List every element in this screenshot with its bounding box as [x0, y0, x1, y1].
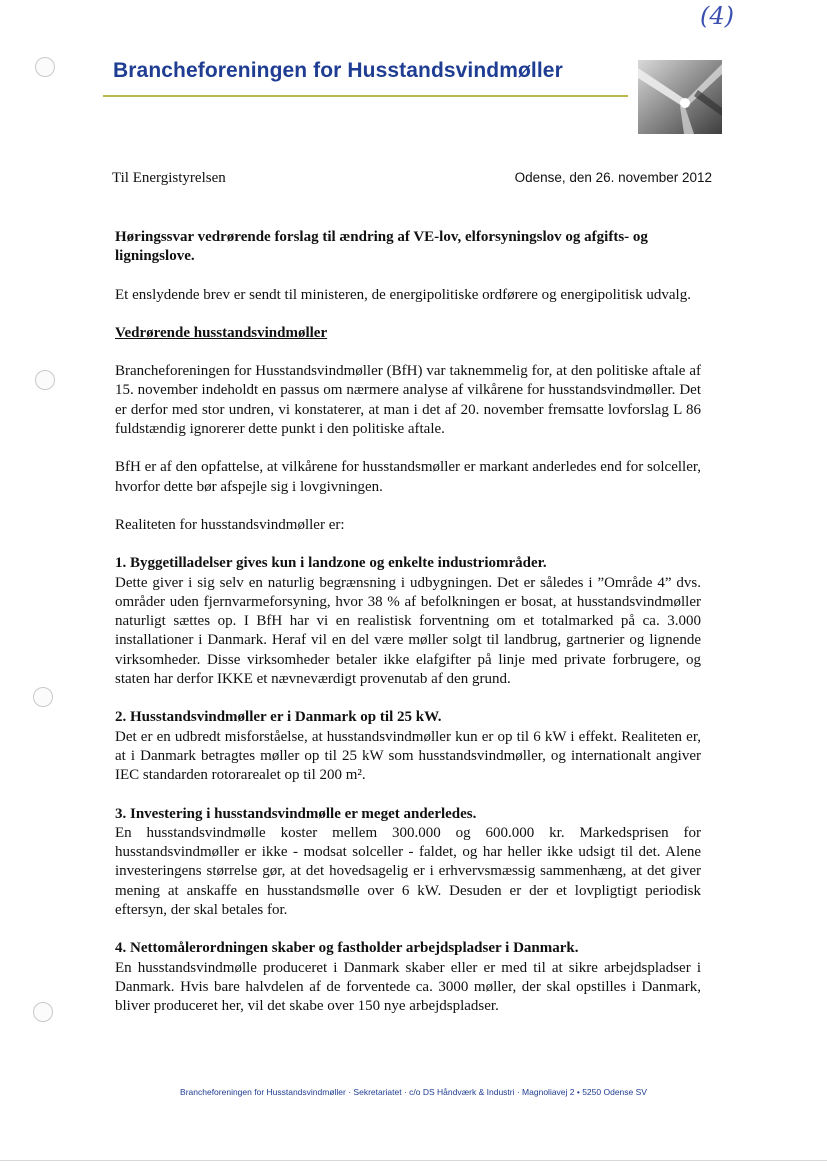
item-heading: 2. Husstandsvindmøller er i Danmark op til 25 kW.: [115, 709, 442, 726]
subject-heading: Høringssvar vedrørende forslag til ændring af VE-lov, elforsyningslov og afgifts- og ligningslove.: [115, 229, 648, 265]
item-text: En husstandsvindmølle koster mellem 300.000 og 600.000 kr. Markedsprisen for husstandsvindmøller er ikke - modsat solceller - faldet, og har heller ikke udsigt til det. Alene investeringens størrelse gør, at det hovedsagelig er i erhvervsmæssig sammenhæng, at det giver mening at anskaffe en husstandsmølle over 6 kW. Desuden er der et lovpligtigt periodisk eftersyn, der skal betales for.: [115, 824, 701, 919]
punch-hole: [33, 687, 53, 707]
wind-turbine-icon: [638, 60, 722, 134]
numbered-item: [115, 939, 701, 1016]
punch-hole: [33, 1002, 53, 1022]
date-line: Odense, den 26. november 2012: [514, 170, 712, 185]
intro-paragraph: Et enslydende brev er sendt til ministeren, de energipolitiske ordførere og energipolitisk udvalg.: [115, 286, 691, 303]
item-text: Dette giver i sig selv en naturlig begrænsning i udbygningen. Det er således i ”Område 4” dvs. områder uden fjernvarmeforsyning, hvor 38 % af befolkningen er bosat, at husstandsvindmøller naturligt sættes op. I BfH har vi en realistisk forventning om et totalmarked på ca. 3.000 installationer i Danmark. Heraf vil en del være møller solgt til landbrug, gartnerier og lignende virksomheder. Disse virksomheder betaler ikke elafgifter på linje med private forbrugere, og staten har derfor IKKE et nævneværdigt provenutab af den grund.: [115, 574, 701, 688]
wind-turbine-logo-image: [638, 60, 722, 134]
letter-body: [115, 228, 701, 1036]
numbered-item: [115, 554, 701, 689]
punch-hole: [35, 57, 55, 77]
body-paragraph: Brancheforeningen for Husstandsvindmøller (BfH) var taknemmelig for, at den politiske aftale af 15. november indeholdt en passus om nærmere analyse af vilkårene for husstandsvindmøller. Det er derfor med stor undren, vi konstaterer, at man i det af 20. november fremsatte lovforslag L 86 fuldstændig ignorerer dette punkt i den politiske aftale.: [115, 363, 701, 438]
punch-hole: [35, 370, 55, 390]
handwritten-mark-text: (4): [700, 2, 734, 30]
organization-header: Brancheforeningen for Husstandsvindmøller: [113, 59, 563, 82]
body-paragraph: Realiteten for husstandsvindmøller er:: [115, 516, 345, 533]
handwritten-page-mark: [700, 2, 790, 46]
body-paragraph: BfH er af den opfattelse, at vilkårene for husstandsmøller er markant anderledes end for solceller, hvorfor dette bør afspejle sig i lovgivningen.: [115, 459, 701, 495]
item-text: Det er en udbredt misforståelse, at husstandsvindmøller kun er op til 6 kW i effekt. Realiteten er, at i Danmark betragtes møller op til 25 kW som husstandsvindmøller, og internationalt angiver IEC standarden rotorarealet op til 200 m².: [115, 728, 701, 784]
numbered-item: [115, 708, 701, 785]
item-heading: 3. Investering i husstandsvindmølle er meget anderledes.: [115, 805, 477, 822]
section-heading: Vedrørende husstandsvindmøller: [115, 324, 328, 341]
letter-footer: Brancheforeningen for Husstandsvindmøller · Sekretariatet · c/o DS Håndværk & Industri · Magnoliavej 2 • 5250 Odense SV: [180, 1087, 647, 1097]
numbered-item: [115, 805, 701, 921]
item-heading: 1. Byggetilladelser gives kun i landzone og enkelte industriområder.: [115, 555, 547, 572]
recipient-line: Til Energistyrelsen: [112, 170, 226, 186]
page-edge-line: [0, 1160, 827, 1161]
item-text: En husstandsvindmølle produceret i Danmark skaber eller er med til at sikre arbejdspladser i Danmark. Hvis bare halvdelen af de forventede ca. 3000 møller, der skal opstilles i Danmark, bliver produceret her, vil det skabe over 150 nye arbejdspladser.: [115, 959, 701, 1015]
item-heading: 4. Nettomålerordningen skaber og fastholder arbejdspladser i Danmark.: [115, 940, 579, 957]
header-divider: [103, 95, 628, 97]
